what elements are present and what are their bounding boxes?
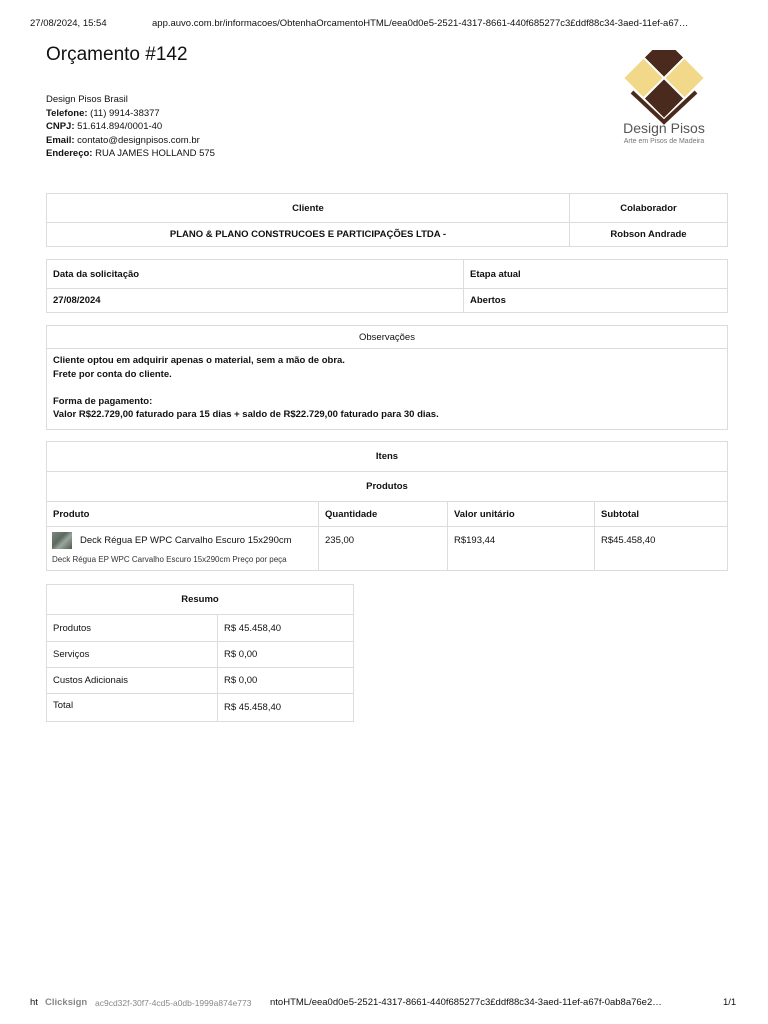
observation-line: Cliente optou em adquirir apenas o material, sem a mão de obra. (53, 355, 345, 366)
summary-label: Total (47, 694, 218, 722)
observations-body (47, 349, 728, 430)
table-row (47, 527, 728, 571)
company-phone: Telefone: (11) 9914-38377 (46, 107, 160, 119)
page-number: 1/1 (723, 997, 737, 1008)
client-table (46, 193, 728, 247)
column-subtotal: Subtotal (595, 502, 728, 527)
observation-line: Forma de pagamento: (53, 395, 153, 407)
table-row (47, 642, 354, 668)
request-date-header: Data da solicitação (47, 260, 464, 289)
collaborator-name: Robson Andrade (570, 223, 728, 247)
summary-value: R$ 0,00 (218, 642, 354, 668)
client-name: PLANO & PLANO CONSTRUCOES E PARTICIPAÇÕES LTDA - (47, 223, 570, 247)
summary-table (46, 584, 354, 722)
collaborator-header: Colaborador (570, 194, 728, 223)
observations-table (46, 325, 728, 430)
summary-header: Resumo (47, 585, 354, 615)
print-datetime: 27/08/2024, 15:54 (30, 18, 107, 29)
products-subheader: Produtos (47, 472, 728, 502)
product-thumbnail (52, 532, 72, 549)
table-row (47, 694, 354, 722)
current-stage: Abertos (464, 289, 728, 313)
company-info (46, 93, 215, 161)
summary-label: Serviços (47, 642, 218, 668)
print-url: app.auvo.com.br/informacoes/ObtenhaOrcamentoHTML/eea0d0e5-2521-4317-8661-440f685277c3£ddf88c34-3aed-11ef-a67… (152, 18, 689, 29)
request-table (46, 259, 728, 313)
stage-header: Etapa atual (464, 260, 728, 289)
table-row (47, 668, 354, 694)
company-cnpj: CNPJ: 51.614.894/0001-40 (46, 121, 163, 133)
client-header: Cliente (47, 194, 570, 223)
print-footer-url: ntoHTML/eea0d0e5-2521-4317-8661-440f685277c3£ddf88c34-3aed-11ef-a67f-0ab8a76e2… (270, 997, 662, 1008)
observation-line (53, 381, 721, 395)
company-address: Endereço: RUA JAMES HOLLAND 575 (46, 148, 215, 160)
print-footer-left: ht (30, 997, 38, 1008)
product-description: Deck Régua EP WPC Carvalho Escuro 15x290cm Preço por peça (52, 555, 287, 564)
items-table (46, 441, 728, 571)
product-cell (47, 527, 319, 571)
summary-label: Custos Adicionais (47, 668, 218, 694)
clicksign-watermark: Clicksign (45, 997, 88, 1008)
summary-label: Produtos (47, 615, 218, 642)
logo-name: Design Pisos (623, 120, 705, 136)
company-name: Design Pisos Brasil (46, 94, 128, 105)
product-name: Deck Régua EP WPC Carvalho Escuro 15x290cm (80, 535, 292, 547)
summary-value: R$ 0,00 (218, 668, 354, 694)
company-email: Email: contato@designpisos.com.br (46, 134, 200, 146)
table-row (47, 615, 354, 642)
summary-value: R$ 45.458,40 (218, 694, 354, 722)
clicksign-id: ac9cd32f-30f7-4cd5-a0db-1999a874e773 (95, 998, 252, 1008)
column-unit-price: Valor unitário (448, 502, 595, 527)
request-date: 27/08/2024 (47, 289, 464, 313)
column-product: Produto (47, 502, 319, 527)
product-quantity: 235,00 (319, 527, 448, 571)
observations-header: Observações (47, 326, 728, 349)
items-header: Itens (47, 442, 728, 472)
summary-value: R$ 45.458,40 (218, 615, 354, 642)
page-title: Orçamento #142 (46, 44, 188, 65)
observation-line: Valor R$22.729,00 faturado para 15 dias + saldo de R$22.729,00 faturado para 30 dias. (53, 409, 439, 421)
product-subtotal: R$45.458,40 (595, 527, 728, 571)
logo-tagline: Arte em Pisos de Madeira (623, 138, 705, 145)
observation-line: Frete por conta do cliente. (53, 368, 172, 380)
column-quantity: Quantidade (319, 502, 448, 527)
product-unit-price: R$193,44 (448, 527, 595, 571)
